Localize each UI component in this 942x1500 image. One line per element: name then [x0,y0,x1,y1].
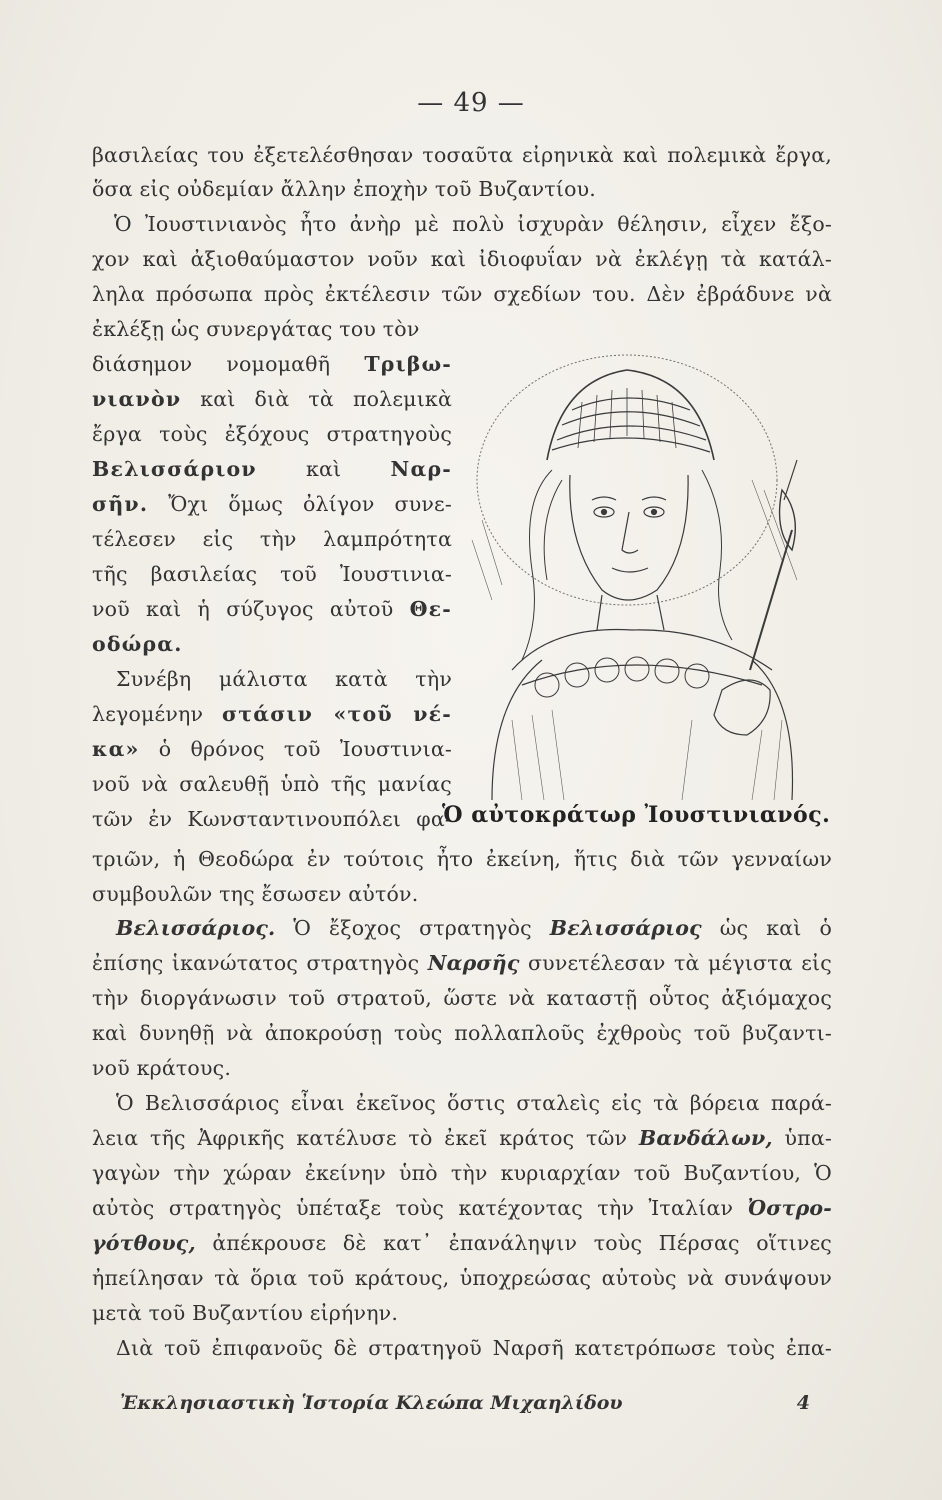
footer-book-title: Ἐκκλησιαστικὴ Ἱστορία Κλεώπα Μιχαηλίδου [120,1392,623,1414]
footer-signature-number: 4 [796,1392,810,1414]
text-line [116,911,832,945]
text-line: ληλα πρόσωπα πρὸς ἐκτέλεσιν τῶν σχεδίων του. Δὲν ἐβράδυνε νὰ [92,282,832,306]
text-line: ἔργα τοὺς ἐξόχους στρατηγοὺς [92,422,452,446]
text-span: καὶ διὰ τὰ πολεμικὰ [200,387,452,411]
text-span: συνετέλεσαν τὰ μέγιστα εἰς [527,951,832,975]
name-tribonianos: Τριβω- [364,352,452,376]
text-span: ὁ θρόνος τοῦ Ἰουστινια- [158,737,452,761]
text-line: Διὰ τοῦ ἐπιφανοῦς δὲ στρατηγοῦ Ναρσῆ κατετρόπωσε τοὺς ἐπα- [116,1336,832,1360]
text-line: Συνέβη μάλιστα κατὰ τὴν [116,667,452,691]
name-ostrogoths-end: γότθους, [92,1231,196,1255]
text-span: αὐτὸς στρατηγὸς ὑπέταξε τοὺς κατέχοντας τὴν Ἰταλίαν [92,1196,734,1220]
text-span: Ὁ ἔξοχος στρατηγὸς [293,916,532,940]
text-line: τέλεσεν εἰς τὴν λαμπρότητα [92,527,452,551]
text-line [92,347,452,381]
text-line: τῆς βασιλείας τοῦ Ἰουστινια- [92,562,452,586]
text-line [92,382,452,416]
text-line: συμβουλῶν της ἔσωσεν αὐτόν. [92,882,419,906]
text-span: ὡς καὶ ὁ [719,916,833,940]
page-footer [120,1392,810,1414]
text-span: λεγομένην [92,702,204,726]
text-line: νοῦ κράτους. [92,1056,232,1080]
text-span: ἀπέκρουσε δὲ κατ᾽ ἐπανάληψιν τοὺς Πέρσας οἵτινες [212,1231,832,1255]
text-span: Ὄχι ὅμως ὀλίγον συνε- [168,492,452,516]
name-tribonianos-end: νιανὸν [92,387,182,411]
text-line: τῶν ἐν Κωνσταντινουπόλει φα- [92,807,452,831]
name-theodora-end: οδώρα. [92,632,183,656]
text-span: ὑπα- [784,1126,832,1150]
text-line [92,1226,832,1260]
text-line [92,946,832,980]
text-line: νοῦ νὰ σαλευθῇ ὑπὸ τῆς μανίας [92,772,452,796]
text-line [92,732,452,766]
name-belisarios: Βελισσάριον [92,457,257,481]
text-line [92,487,452,521]
text-line: ὅσα εἰς οὐδεμίαν ἄλλην ἐποχὴν τοῦ Βυζαντίου. [92,177,596,201]
text-span: καὶ [306,457,342,481]
text-line: ἠπείλησαν τὰ ὅρια τοῦ κράτους, ὑποχρεώσας αὐτοὺς νὰ συνάψουν [92,1266,832,1290]
name-narses: Ναρ- [390,457,453,481]
name-narses-italic: Ναρσῆς [427,951,520,975]
text-line [92,592,452,626]
stasis-nika: στάσιν «τοῦ νέ- [221,702,452,726]
heading-belisarios: Βελισσάριος. [116,916,276,940]
name-belisarios-italic: Βελισσάριος [549,916,702,940]
text-line: μετὰ τοῦ Βυζαντίου εἰρήνην. [92,1301,399,1325]
emperor-portrait-illustration [452,340,832,800]
figure-caption: Ὁ αὐτοκράτωρ Ἰουστινιανός. [442,802,831,828]
text-line: γαγὼν τὴν χώραν ἐκείνην ὑπὸ τὴν κυριαρχίαν τοῦ Βυζαντίου, Ὁ [92,1161,832,1185]
text-line [92,1121,832,1155]
page-number: — 49 — [417,88,525,118]
text-span: ἐπίσης ἱκανώτατος στρατηγὸς [92,951,420,975]
text-line: Ὁ Βελισσάριος εἶναι ἐκεῖνος ὅστις σταλεὶς εἰς τὰ βόρεια παρά- [116,1091,832,1115]
text-line: χον καὶ ἀξιοθαύμαστον νοῦν καὶ ἰδιοφυΐαν νὰ ἐκλέγῃ τὰ κατάλ- [92,247,832,271]
text-span: λεια τῆς Ἀφρικῆς κατέλυσε τὸ ἐκεῖ κράτος τῶν [92,1126,628,1150]
text-line: τριῶν, ἡ Θεοδώρα ἐν τούτοις ἦτο ἐκείνη, ἥτις διὰ τῶν γενναίων [92,847,832,871]
name-ostrogoths: Ὀστρο- [747,1196,832,1220]
text-line: τὴν διοργάνωσιν τοῦ στρατοῦ, ὥστε νὰ καταστῇ οὗτος ἀξιόμαχος [92,986,832,1010]
text-line [92,452,452,486]
name-theodora: Θε- [409,597,453,621]
text-span: διάσημον νομομαθῆ [92,352,331,376]
stasis-nika-end: κα» [92,737,140,761]
text-line: ἐκλέξῃ ὡς συνεργάτας του τὸν [92,317,420,341]
text-line: βασιλείας του ἐξετελέσθησαν τοσαῦτα εἰρηνικὰ καὶ πολεμικὰ ἔργα, [92,143,832,167]
text-line [92,1191,832,1225]
text-line [92,697,452,731]
name-narses-end: σῆν. [92,492,149,516]
text-line: καὶ δυνηθῇ νὰ ἀποκρούσῃ τοὺς πολλαπλοῦς ἐχθροὺς τοῦ βυζαντι- [92,1021,832,1045]
name-vandals: Βανδάλων, [638,1126,773,1150]
text-line: Ὁ Ἰουστινιανὸς ἦτο ἀνὴρ μὲ πολὺ ἰσχυρὰν θέλησιν, εἶχεν ἔξο- [114,212,832,236]
text-span: νοῦ καὶ ἡ σύζυγος αὐτοῦ [92,597,394,621]
